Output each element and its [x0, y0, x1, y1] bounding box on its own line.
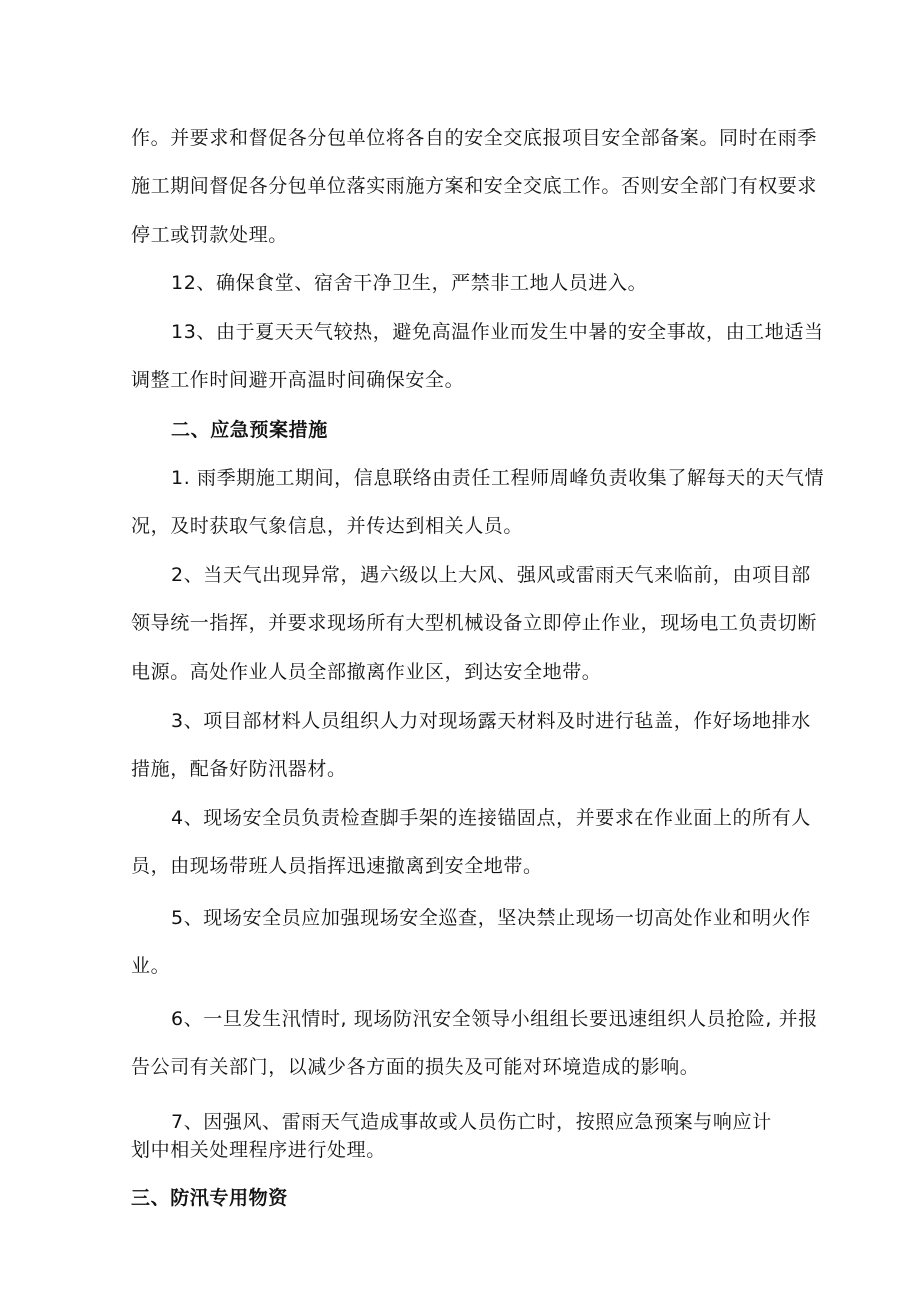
text-line: 况，及时获取气象信息，并传达到相关人员。: [131, 515, 524, 537]
text-line: 1. 雨季期施工期间，信息联络由责任工程师周峰负责收集了解每天的天气情: [171, 467, 825, 489]
text-line: 12、确保食堂、宿舍干净卫生，严禁非工地人员进入。: [171, 272, 648, 294]
text-line: 措施，配备好防汛器材。: [131, 758, 347, 780]
text-line: 7、因强风、雷雨天气造成事故或人员伤亡时，按照应急预案与响应计: [171, 1111, 772, 1133]
text-line: 施工期间督促各分包单位落实雨施方案和安全交底工作。否则安全部门有权要求: [131, 175, 818, 197]
text-line: 2、当天气出现异常，遇六级以上大风、强风或雷雨天气来临前，由项目部: [171, 564, 811, 586]
text-line: 4、现场安全员负责检查脚手架的连接锚固点，并要求在作业面上的所有人: [171, 807, 811, 829]
section-heading: 二、应急预案措施: [171, 419, 328, 441]
text-line: 作。并要求和督促各分包单位将各自的安全交底报项目安全部备案。同时在雨季: [131, 127, 818, 149]
text-line: 5、现场安全员应加强现场安全巡查，坚决禁止现场一切高处作业和明火作: [171, 907, 811, 929]
section-heading: 三、防汛专用物资: [131, 1187, 288, 1209]
text-line: 员，由现场带班人员指挥迅速撤离到安全地带。: [131, 855, 543, 877]
text-line: 电源。高处作业人员全部撤离作业区，到达安全地带。: [131, 661, 602, 683]
text-line: 3、项目部材料人员组织人力对现场露天材料及时进行毡盖，作好场地排水: [171, 710, 811, 732]
text-line: 13、由于夏天天气较热，避免高温作业而发生中暑的安全事故，由工地适当: [171, 321, 824, 343]
text-line: 告公司有关部门，以减少各方面的损失及可能对环境造成的影响。: [131, 1056, 700, 1078]
text-line: 调整工作时间避开高温时间确保安全。: [131, 369, 465, 391]
text-line: 6、一旦发生汛情时, 现场防汛安全领导小组组长要迅速组织人员抢险, 并报: [171, 1008, 818, 1030]
text-line: 业。: [131, 955, 171, 977]
text-line: 领导统一指挥，并要求现场所有大型机械设备立即停止作业，现场电工负责切断: [131, 612, 818, 634]
text-line: 停工或罚款处理。: [131, 224, 288, 246]
text-line: 划中相关处理程序进行处理。: [131, 1139, 386, 1161]
